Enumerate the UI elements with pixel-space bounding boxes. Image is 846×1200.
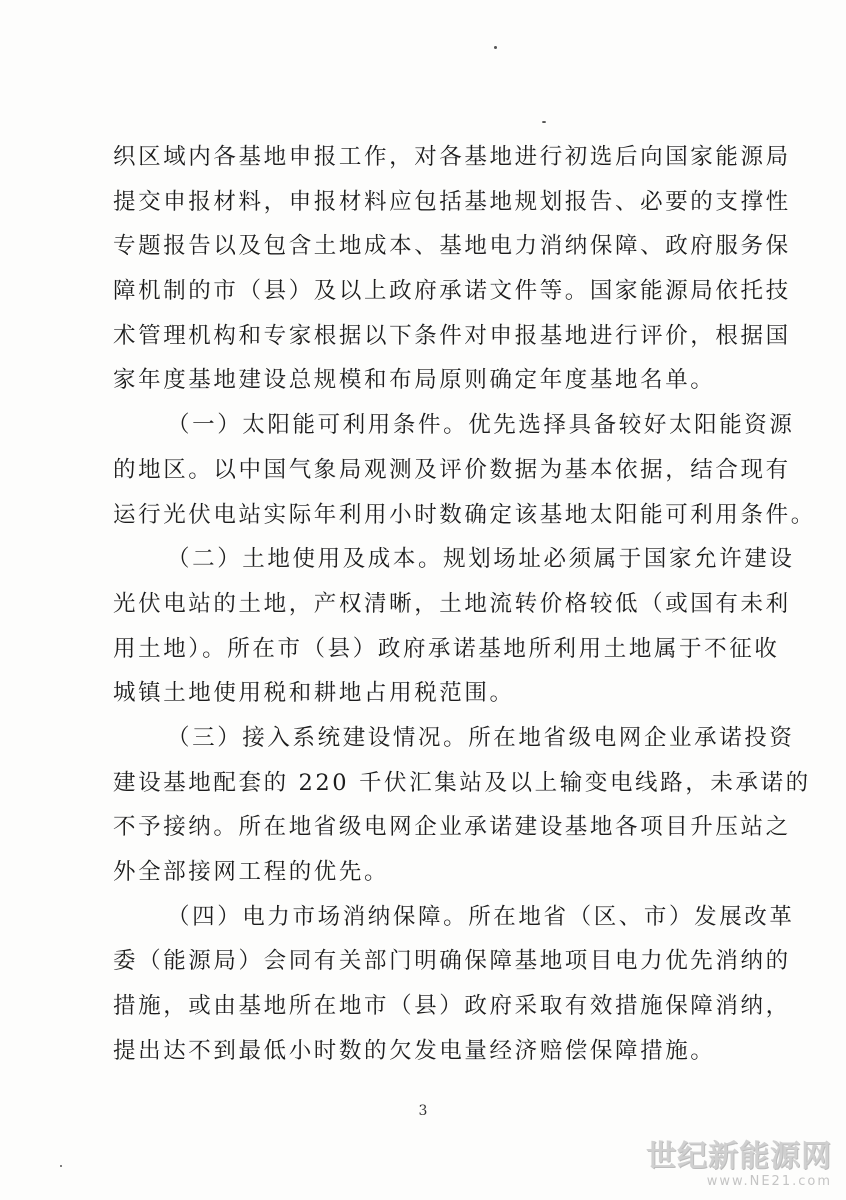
text-line: 不予接纳。所在地省级电网企业承诺建设基地各项目升压站之 — [113, 814, 791, 841]
watermark — [646, 1140, 832, 1190]
scan-speck — [494, 46, 497, 49]
text-line: 委（能源局）会同有关部门明确保障基地项目电力优先消纳的 — [113, 948, 791, 975]
text-line: （四）电力市场消纳保障。所在地省（区、市）发展改革 — [167, 903, 795, 930]
text-line: 措施，或由基地所在地市（县）政府采取有效措施保障消纳， — [113, 993, 791, 1020]
text-line: 用土地）。所在市（县）政府承诺基地所利用土地属于不征收 — [113, 635, 780, 662]
text-line: 外全部接网工程的优先。 — [113, 859, 390, 885]
text-line: 建设基地配套的 220 千伏汇集站及以上输变电线路，未承诺的 — [113, 769, 811, 796]
text-line: 专题报告以及包含土地成本、基地电力消纳保障、政府服务保 — [113, 233, 791, 260]
page-number: 3 — [418, 1103, 428, 1119]
text-line: 术管理机构和专家根据以下条件对申报基地进行评价，根据国 — [113, 322, 791, 349]
text-line: （二）土地使用及成本。规划场址必须属于国家允许建设 — [167, 546, 795, 573]
watermark-url: www.NE21.com — [706, 1174, 832, 1189]
document-body — [113, 135, 816, 1073]
text-line: 织区域内各基地申报工作，对各基地进行初选后向国家能源局 — [113, 144, 791, 170]
text-line: 提交申报材料，申报材料应包括基地规划报告、必要的支撑性 — [113, 188, 791, 215]
text-line: 城镇土地使用税和耕地占用税范围。 — [113, 680, 515, 707]
text-line: 运行光伏电站实际年利用小时数确定该基地太阳能可利用条件。 — [113, 501, 816, 528]
text-line: 家年度基地建设总规模和布局原则确定年度基地名单。 — [113, 367, 716, 394]
text-line: 障机制的市（县）及以上政府承诺文件等。国家能源局依托技 — [113, 278, 791, 305]
text-line: （三）接入系统建设情况。所在地省级电网企业承诺投资 — [167, 724, 795, 751]
scan-speck — [542, 121, 546, 123]
watermark-title: 世纪新能源网 — [646, 1139, 832, 1174]
text-line: 的地区。以中国气象局观测及评价数据为基本依据，结合现有 — [113, 456, 791, 483]
text-line: 提出达不到最低小时数的欠发电量经济赔偿保障措施。 — [113, 1037, 716, 1064]
text-line: 光伏电站的土地，产权清晰，土地流转价格较低（或国有未利 — [113, 590, 791, 617]
scan-speck — [60, 1165, 62, 1167]
text-line: （一）太阳能可利用条件。优先选择具备较好太阳能资源 — [167, 412, 795, 439]
